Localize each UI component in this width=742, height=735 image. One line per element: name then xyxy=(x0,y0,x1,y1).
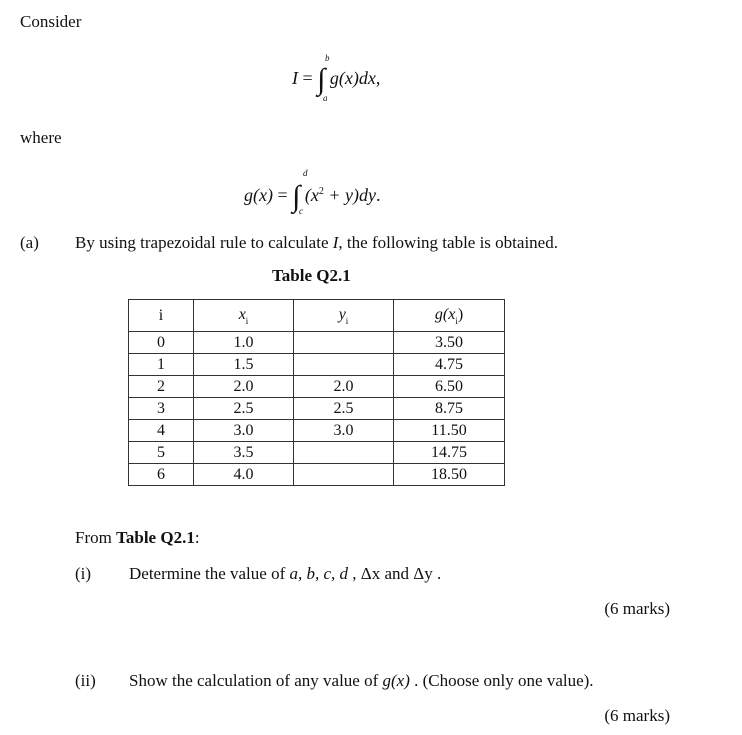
cell-g: 8.75 xyxy=(394,398,505,420)
table-header-row xyxy=(129,300,505,332)
eq-I-integrand: g(x)dx xyxy=(329,68,376,88)
question-i-marks: (6 marks) xyxy=(604,599,670,618)
eq-I-lhs: I xyxy=(292,68,298,88)
data-table xyxy=(128,299,505,486)
question-i-prefix: Determine the value of xyxy=(129,564,290,583)
eq-g-integrand-close: + y)dy xyxy=(323,185,376,205)
cell-g: 18.50 xyxy=(394,464,505,486)
question-ii-func: g(x) xyxy=(382,671,410,690)
eq-I-upper-limit: b xyxy=(325,53,330,63)
cell-i: 2 xyxy=(129,376,194,398)
eq-g-integrand-open: (x xyxy=(304,185,319,205)
eq-g-tail: . xyxy=(375,185,381,205)
table-caption: Table Q2.1 xyxy=(272,266,351,285)
eq-I-tail: , xyxy=(375,68,381,88)
cell-i: 5 xyxy=(129,442,194,464)
question-ii-prefix: Show the calculation of any value of xyxy=(129,671,383,690)
cell-g: 4.75 xyxy=(394,354,505,376)
integral-sign-icon: ∫ xyxy=(317,63,326,96)
table-row xyxy=(129,420,505,442)
cell-g: 3.50 xyxy=(394,332,505,354)
cell-x: 1.0 xyxy=(194,332,294,354)
from-table-prefix: From xyxy=(75,528,117,547)
cell-y: 2.0 xyxy=(294,376,394,398)
question-i-vars: a, b, c, d xyxy=(289,564,349,583)
cell-y xyxy=(294,442,394,464)
header-i: i xyxy=(129,300,194,332)
eq-g-lhs: g(x) xyxy=(244,185,273,205)
cell-g: 6.50 xyxy=(394,376,505,398)
question-ii-marks: (6 marks) xyxy=(604,706,670,725)
table-row xyxy=(129,332,505,354)
part-a-var: I xyxy=(332,233,339,252)
cell-i: 6 xyxy=(129,464,194,486)
table-row xyxy=(129,442,505,464)
table-row xyxy=(129,354,505,376)
question-i-and: and xyxy=(380,564,414,583)
equation-I xyxy=(292,58,381,96)
from-table-ref: Table Q2.1 xyxy=(116,528,195,547)
table-row xyxy=(129,464,505,486)
part-a-label: (a) xyxy=(20,233,39,252)
eq-g-lower-limit: c xyxy=(299,206,303,216)
from-table-text xyxy=(75,528,200,548)
cell-y xyxy=(294,354,394,376)
part-a-text-after: , the following table is obtained. xyxy=(338,233,558,252)
cell-i: 3 xyxy=(129,398,194,420)
question-i-dy: Δy xyxy=(413,564,433,583)
header-y: $y_i$ xyxy=(294,300,394,332)
from-table-suffix: : xyxy=(194,528,200,547)
cell-x: 2.0 xyxy=(194,376,294,398)
cell-i: 1 xyxy=(129,354,194,376)
question-ii-rest: . (Choose only one value). xyxy=(409,671,594,690)
cell-x: 3.0 xyxy=(194,420,294,442)
where-text: where xyxy=(20,128,62,147)
cell-i: 0 xyxy=(129,332,194,354)
equation-g xyxy=(244,175,381,213)
cell-x: 4.0 xyxy=(194,464,294,486)
question-i-text xyxy=(129,564,441,584)
eq-I-lower-limit: a xyxy=(323,93,328,103)
eq-g-equals: = xyxy=(277,185,288,205)
integral-sign-icon: ∫ xyxy=(292,180,301,213)
eq-I-equals: = xyxy=(302,68,313,88)
table-row xyxy=(129,398,505,420)
header-x: $x_i$ xyxy=(194,300,294,332)
question-i-label: (i) xyxy=(75,564,92,583)
cell-x: 2.5 xyxy=(194,398,294,420)
cell-y xyxy=(294,332,394,354)
cell-y: 2.5 xyxy=(294,398,394,420)
question-i-sep: , xyxy=(348,564,361,583)
question-ii-label: (ii) xyxy=(75,671,96,690)
question-i-dx: Δx xyxy=(360,564,381,583)
question-i-end: . xyxy=(432,564,442,583)
question-ii-text xyxy=(129,671,594,691)
cell-g: 14.75 xyxy=(394,442,505,464)
cell-y: 3.0 xyxy=(294,420,394,442)
cell-y xyxy=(294,464,394,486)
cell-x: 3.5 xyxy=(194,442,294,464)
header-g: $g(x_i)$ xyxy=(394,300,505,332)
table-row xyxy=(129,376,505,398)
cell-g: 11.50 xyxy=(394,420,505,442)
part-a-text xyxy=(75,233,558,253)
cell-i: 4 xyxy=(129,420,194,442)
part-a-text-before: By using trapezoidal rule to calculate xyxy=(75,233,333,252)
eq-g-upper-limit: d xyxy=(303,168,308,178)
cell-x: 1.5 xyxy=(194,354,294,376)
eq-g-power: 2 xyxy=(318,186,324,197)
consider-text: Consider xyxy=(20,12,82,31)
